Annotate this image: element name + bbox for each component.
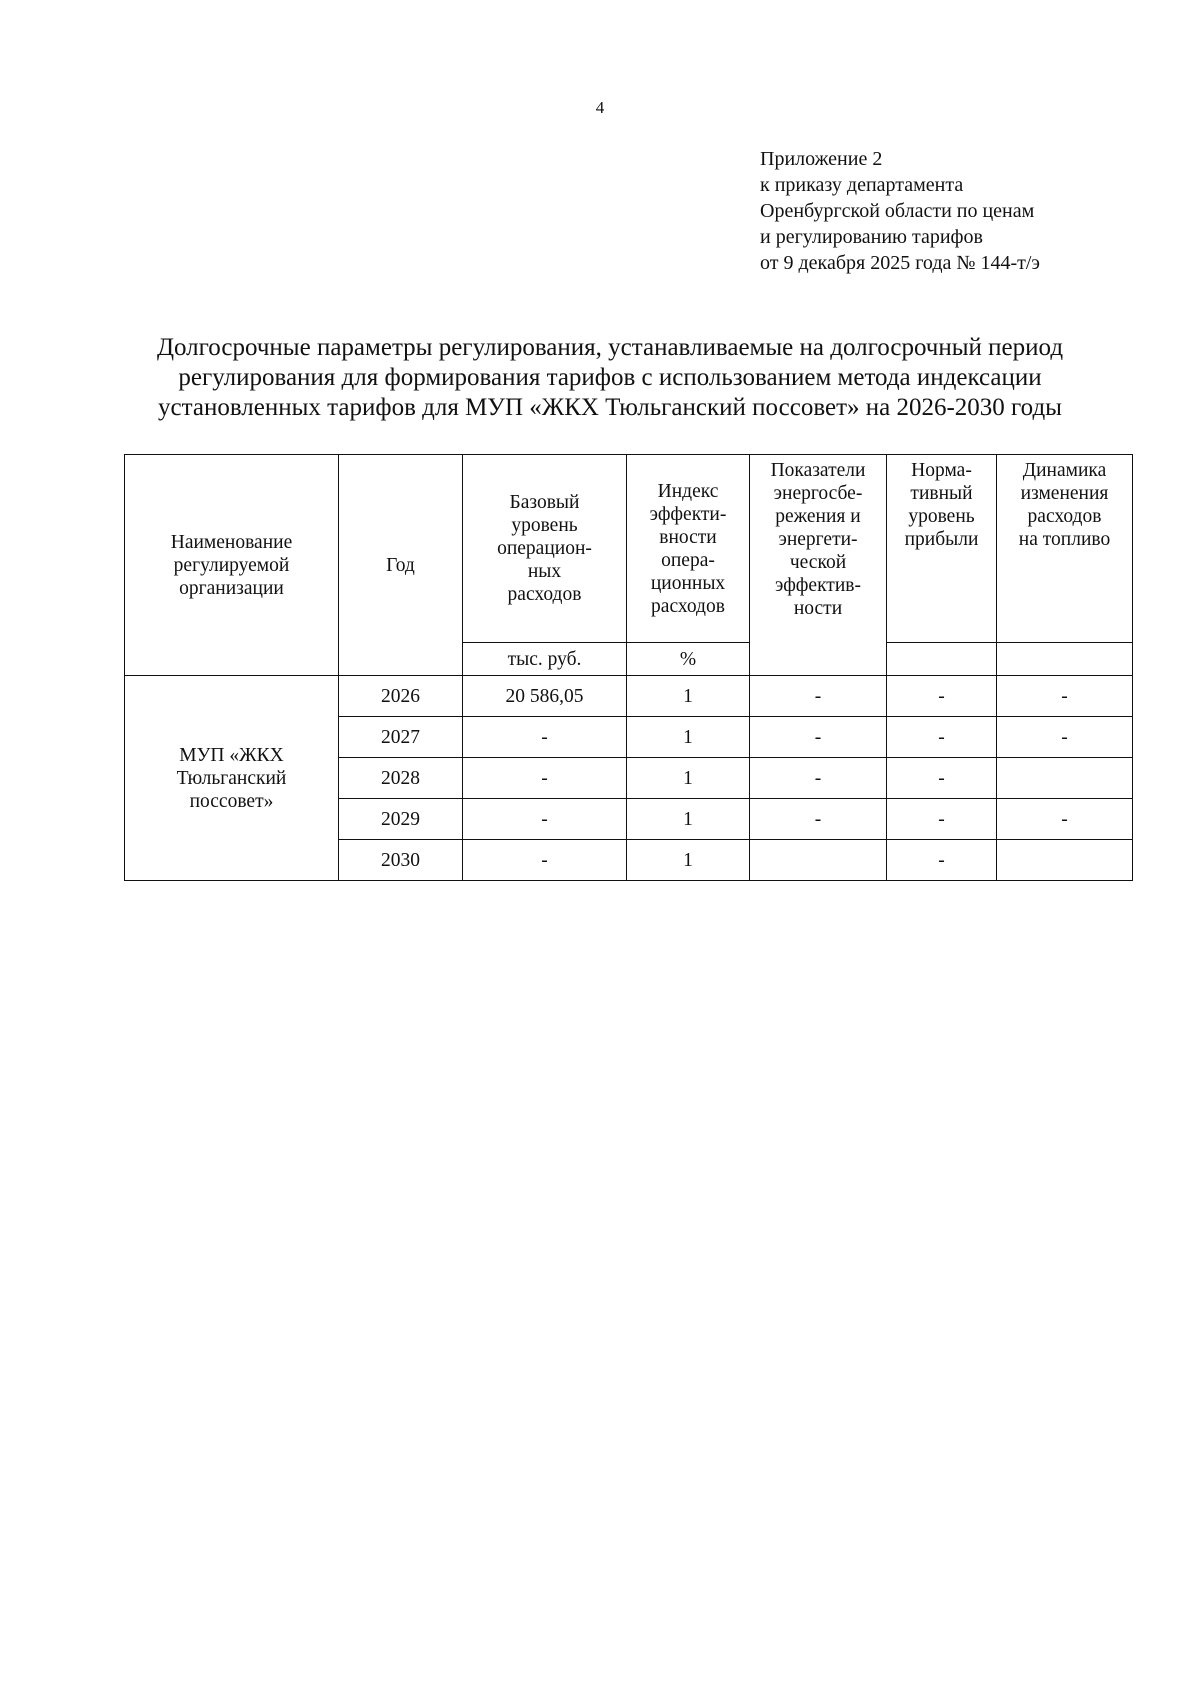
parameters-table	[124, 454, 1133, 881]
organization-name: МУП «ЖКХ Тюльганский поссовет»	[125, 676, 339, 881]
header-year: Год	[339, 455, 463, 676]
unit-thousand-rub: тыс. руб.	[463, 643, 627, 676]
unit-percent: %	[627, 643, 750, 676]
cell-fuel-dynamics: -	[997, 676, 1133, 717]
cell-fuel-dynamics	[997, 758, 1133, 799]
table-row	[125, 676, 1133, 717]
unit-empty	[997, 643, 1133, 676]
cell-normative-profit: -	[887, 840, 997, 881]
appendix-line: от 9 декабря 2025 года № 144-т/э	[760, 252, 1040, 274]
cell-year: 2028	[339, 758, 463, 799]
document-title	[110, 333, 1110, 423]
cell-energy-saving: -	[750, 758, 887, 799]
cell-efficiency-index: 1	[627, 758, 750, 799]
cell-year: 2030	[339, 840, 463, 881]
header-energy-saving: Показатели энергосбе- режения и энергети- ческой эффектив- ности	[750, 455, 887, 676]
cell-base-opex: -	[463, 799, 627, 840]
header-base-opex: Базовый уровень операцион- ных расходов	[463, 455, 627, 643]
cell-fuel-dynamics	[997, 840, 1133, 881]
cell-year: 2029	[339, 799, 463, 840]
header-organization: Наименование регулируемой организации	[125, 455, 339, 676]
appendix-line: к приказу департамента	[760, 174, 964, 196]
cell-normative-profit: -	[887, 676, 997, 717]
cell-efficiency-index: 1	[627, 799, 750, 840]
appendix-line: и регулированию тарифов	[760, 226, 983, 248]
page-number: 4	[595, 98, 605, 117]
header-normative-profit: Норма- тивный уровень прибыли	[887, 455, 997, 643]
title-line: Долгосрочные параметры регулирования, устанавливаемые на долгосрочный период	[156, 334, 1064, 361]
cell-efficiency-index: 1	[627, 840, 750, 881]
header-row	[125, 455, 1133, 643]
cell-normative-profit: -	[887, 799, 997, 840]
cell-base-opex: -	[463, 840, 627, 881]
header-fuel-dynamics: Динамика изменения расходов на топливо	[997, 455, 1133, 643]
cell-energy-saving: -	[750, 676, 887, 717]
cell-energy-saving	[750, 840, 887, 881]
appendix-block	[760, 146, 1140, 276]
cell-efficiency-index: 1	[627, 717, 750, 758]
cell-energy-saving: -	[750, 717, 887, 758]
cell-base-opex: -	[463, 758, 627, 799]
title-line: установленных тарифов для МУП «ЖКХ Тюльганский поссовет» на 2026-2030 годы	[158, 394, 1062, 421]
cell-fuel-dynamics: -	[997, 799, 1133, 840]
header-efficiency-index: Индекс эффекти- вности опера- ционных расходов	[627, 455, 750, 643]
cell-base-opex: 20 586,05	[463, 676, 627, 717]
cell-year: 2027	[339, 717, 463, 758]
cell-energy-saving: -	[750, 799, 887, 840]
cell-normative-profit: -	[887, 717, 997, 758]
title-line: регулирования для формирования тарифов с использованием метода индексации	[178, 364, 1042, 391]
cell-normative-profit: -	[887, 758, 997, 799]
cell-efficiency-index: 1	[627, 676, 750, 717]
cell-base-opex: -	[463, 717, 627, 758]
appendix-line: Оренбургской области по ценам	[760, 200, 1035, 222]
cell-year: 2026	[339, 676, 463, 717]
cell-fuel-dynamics: -	[997, 717, 1133, 758]
unit-empty	[887, 643, 997, 676]
appendix-line: Приложение 2	[760, 148, 883, 170]
